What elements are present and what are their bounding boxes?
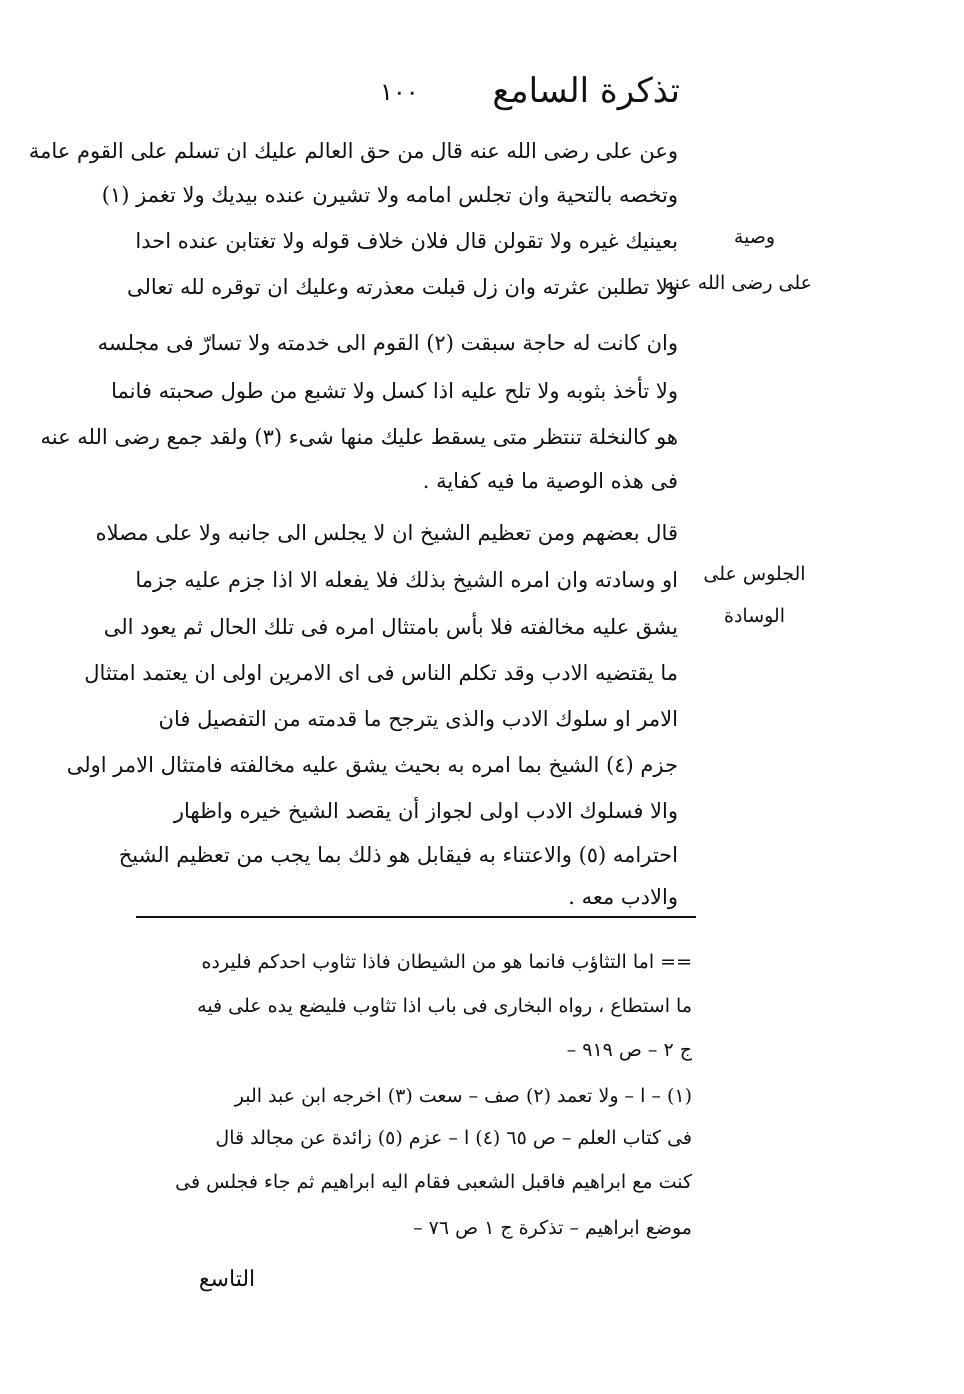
sidenote-wasiyya-line-1: وصية — [733, 226, 776, 248]
body-line: هو كالنخلة تنتظر متى يسقط عليك منها شىء (٣) ولقد جمع رضى الله عنه — [40, 425, 678, 449]
footnote-line: ما استطاع ، رواه البخارى فى باب اذا تثاوب فليضع يده على فيه — [197, 995, 692, 1017]
body-line: وتخصه بالتحية وان تجلس امامه ولا تشيرن عنده بيديك ولا تغمز (١) — [101, 183, 678, 207]
body-line: ولا تأخذ بثوبه ولا تلح عليه اذا كسل ولا تشبع من طول صحبته فانما — [111, 379, 678, 403]
catchword: التاسع — [198, 1267, 256, 1292]
footnote-line: كنت مع ابراهيم فاقبل الشعبى فقام اليه ابراهيم ثم جاء فجلس فى — [175, 1171, 692, 1193]
footnote-line: موضع ابراهيم – تذكرة ج ١ ص ٧٦ – — [413, 1217, 692, 1239]
footnote-line: فى كتاب العلم – ص ٦٥ (٤) ا – عزم (٥) زائدة عن مجالد قال — [215, 1127, 692, 1149]
body-line: قال بعضهم ومن تعظيم الشيخ ان لا يجلس الى جانبه ولا على مصلاه — [95, 521, 678, 545]
body-line: بعينيك غيره ولا تقولن قال فلان خلاف قوله ولا تغتابن عنده احدا — [135, 229, 678, 253]
body-line: يشق عليه مخالفته فلا بأس بامتثال امره فى تلك الحال ثم يعود الى — [103, 615, 678, 639]
footnote-line: ج ٢ – ص ٩١٩ – — [566, 1039, 692, 1061]
body-line: وان كانت له حاجة سبقت (٢) القوم الى خدمته ولا تسارّ فى مجلسه — [97, 331, 678, 355]
footnote-line: == اما التثاؤب فانما هو من الشيطان فاذا تثاوب احدكم فليرده — [201, 951, 692, 973]
sidenote-wasiyya-line-2: على رضى الله عنه — [664, 272, 812, 294]
sidenote-julus-line-1: الجلوس على — [703, 563, 806, 585]
body-line: والادب معه . — [568, 885, 678, 909]
body-line: ما يقتضيه الادب وقد تكلم الناس فى اى الامرين اولى ان يعتمد امتثال — [84, 661, 678, 685]
running-title: تذكرة السامع — [492, 71, 680, 111]
body-line: ولا تطلبن عثرته وان زل قبلت معذرته وعليك ان توقره لله تعالى — [127, 275, 678, 299]
body-line: والا فسلوك الادب اولى لجواز أن يقصد الشيخ خيره واظهار — [173, 799, 678, 823]
body-line: جزم (٤) الشيخ بما امره به بحيث يشق عليه مخالفته فامتثال الامر اولى — [66, 753, 678, 777]
page-number: ١٠٠ — [380, 78, 419, 106]
body-line: احترامه (٥) والاعتناء به فيقابل هو ذلك بما يجب من تعظيم الشيخ — [118, 843, 678, 867]
sidenote-julus-line-2: الوسادة — [723, 605, 785, 627]
footnote-line: (١) – ا – ولا تعمد (٢) صف – سعت (٣) اخرجه ابن عبد البر — [234, 1085, 692, 1107]
footnote-separator-rule — [136, 916, 696, 918]
running-header — [380, 66, 680, 116]
body-line: الامر او سلوك الادب والذى يترجح ما قدمته من التفصيل فان — [158, 707, 678, 731]
body-line: وعن على رضى الله عنه قال من حق العالم عليك ان تسلم على القوم عامة — [28, 139, 678, 163]
body-line: فى هذه الوصية ما فيه كفاية . — [422, 469, 678, 493]
body-line: او وسادته وان امره الشيخ بذلك فلا يفعله الا اذا جزم عليه جزما — [135, 568, 678, 592]
